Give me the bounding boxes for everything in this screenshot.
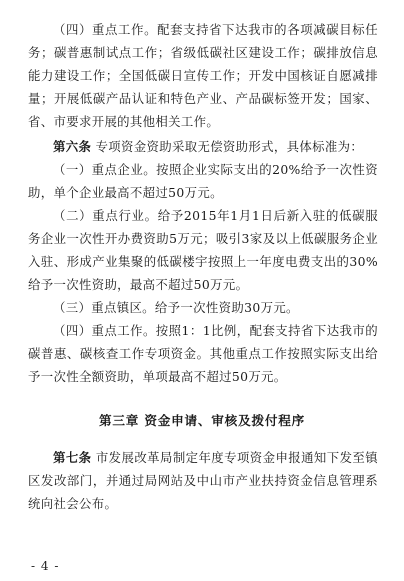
paragraph-text: （四）重点工作。配套支持省下达我市的各项减碳目标任务；碳普惠制试点工作；省级低碳社区建设工作；碳排放信息能力建设工作；全国低碳日宣传工作；开发中国核证自愿减排量；开展低碳产品认证和特色产业、产品碳标签开发；国家、省、市要求开展的其他相关工作。 — [28, 22, 378, 129]
paragraph-key-work-funding — [28, 319, 378, 388]
chapter-heading: 第三章 资金申请、审核及拨付程序 — [98, 413, 306, 428]
paragraph-text: （一）重点企业。按照企业实际支出的20%给予一次性资助，单个企业最高不超过50万元。 — [28, 162, 378, 200]
paragraph-key-work-scope — [28, 18, 378, 133]
paragraph-key-industries — [28, 204, 378, 296]
paragraph-text: 专项资金资助采取无偿资助形式，具体标准为： — [91, 139, 364, 154]
article-label: 第六条 — [53, 139, 92, 154]
paragraph-key-towns — [28, 296, 378, 319]
article-7-paragraph — [28, 446, 378, 515]
paragraph-text: （二）重点行业。给予2015年1月1日后新入驻的低碳服务企业一次性开办费资助5万元；吸引3家及以上低碳服务企业入驻、形成产业集聚的低碳楼宇按照上一年度电费支出的30%给予一次性资助，最高不超过50万元。 — [28, 208, 378, 292]
paragraph-text: （三）重点镇区。给予一次性资助30万元。 — [53, 300, 299, 315]
paragraph-text: 市发展改革局制定年度专项资金申报通知下发至镇区发改部门，并通过局网站及中山市产业扶持资金信息管理系统向社会公布。 — [28, 450, 378, 511]
paragraph-text: （四）重点工作。按照1：1比例，配套支持省下达我市的碳普惠、碳核查工作专项资金。其他重点工作按照实际支出给予一次性全额资助，单项最高不超过50万元。 — [28, 323, 378, 384]
article-6-paragraph — [28, 135, 378, 158]
article-label: 第七条 — [53, 450, 92, 465]
paragraph-key-enterprises — [28, 158, 378, 204]
page-number: - 4 - — [31, 559, 60, 573]
